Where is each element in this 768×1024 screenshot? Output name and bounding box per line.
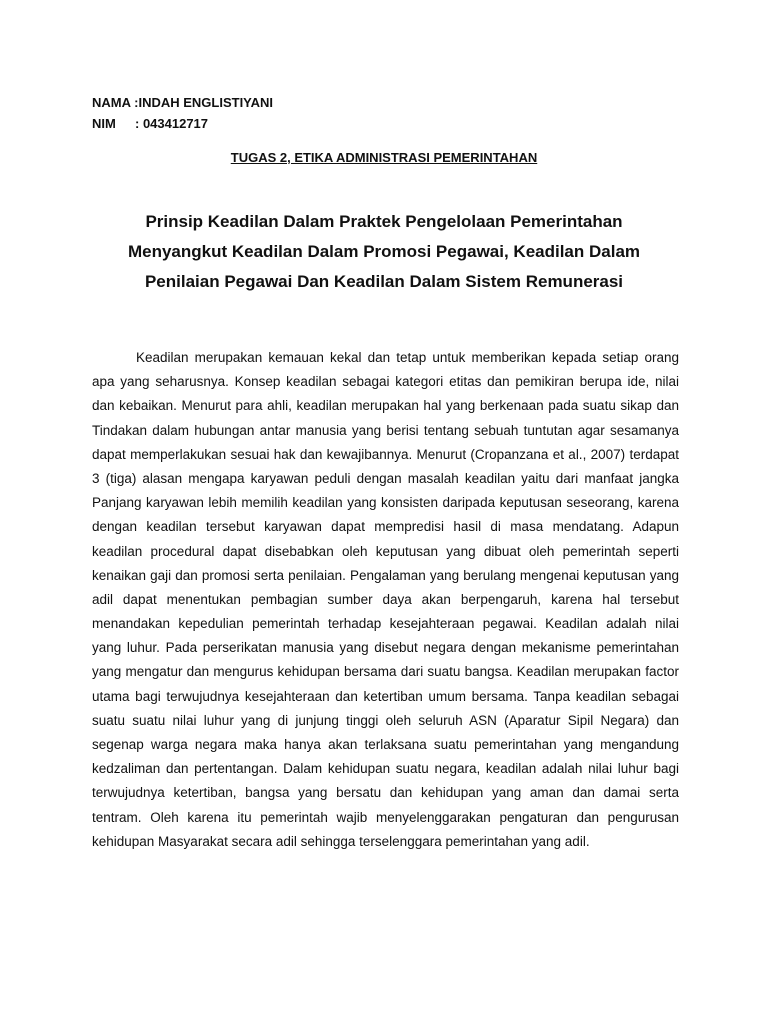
body-line: kedzaliman dan pertentangan. Dalam kehidupan suatu negara, keadilan adalah nilai luhur bagi <box>92 761 679 777</box>
body-line: Keadilan merupakan kemauan kekal dan tetap untuk memberikan kepada setiap orang <box>136 350 679 365</box>
body-line: yang luhur. Pada perserikatan manusia yang disebut negara dengan mekanisme pemerintahan <box>92 640 679 656</box>
body-line: adil dapat menentukan pembagian sumber daya akan berpengaruh, karena hal tersebut <box>92 591 679 607</box>
title-line: Menyangkut Keadilan Dalam Promosi Pegawai, Keadilan Dalam <box>127 242 641 261</box>
nim-label: NIM <box>92 116 116 131</box>
student-name: INDAH ENGLISTIYANI <box>138 95 274 110</box>
body-line: yang mengatur dan mengurus kehidupan bersama dari suatu bangsa. Keadilan merupakan factor <box>92 664 679 680</box>
assignment-subject <box>0 148 768 168</box>
body-line: apa yang seharusnya. Konsep keadilan sebagai kategori etitas dan pemikiran berupa ide, nilai <box>92 374 679 390</box>
name-label: NAMA : <box>92 95 139 110</box>
body-line: 3 (tiga) alasan mengapa karyawan peduli dengan masalah keadilan yaitu dari manfaat jangka <box>92 470 679 486</box>
body-line: dapat memperlakukan sesuai hak dan kewajibannya. Menurut (Cropanzana et al., 2007) terdapat <box>92 446 679 462</box>
essay-body <box>92 346 679 854</box>
body-line: menandakan kepedulian pemerintah terhadap kesejahteraan pegawai. Keadilan adalah nilai <box>92 616 679 632</box>
title-line: Penilaian Pegawai Dan Keadilan Dalam Sistem Remunerasi <box>144 272 624 291</box>
body-line: suatu suatu nilai luhur yang di junjung tinggi oleh seluruh ASN (Aparatur Sipil Negara) dan <box>92 712 679 728</box>
body-line: terwujudnya ketertiban, bangsa yang bersatu dan kehidupan yang aman dan damai serta <box>92 785 679 801</box>
body-line: utama bagi terwujudnya kesejahteraan dan ketertiban umum bersama. Tanpa keadilan sebagai <box>92 688 679 704</box>
assignment-subject-text: TUGAS 2, ETIKA ADMINISTRASI PEMERINTAHAN <box>230 150 538 165</box>
body-line: Tindakan dalam hubungan antar manusia yang berisi tentang sebuah tuntutan agar sesamanya <box>92 422 679 438</box>
body-line: tentram. Oleh karena itu pemerintah wajib menyelenggarakan pengaturan dan pengurusan <box>92 809 679 825</box>
essay-title <box>0 207 768 297</box>
body-line: keadilan procedural dapat disebabkan oleh keputusan yang dibuat oleh pemerintah seperti <box>92 543 679 559</box>
body-line: dengan keadilan tersebut karyawan dapat mempredisi hasil di masa mendatang. Adapun <box>92 519 679 535</box>
body-line: dan kebaikan. Menurut para ahli, keadilan merupakan hal yang berkenaan pada suatu sikap dan <box>92 398 679 414</box>
body-line: segenap warga negara maka hanya akan terlaksana suatu pemerintahan yang mengandung <box>92 737 679 752</box>
nim-row <box>92 113 273 134</box>
body-line: Panjang karyawan lebih memilih keadilan yang konsisten daripada keputusan seseorang, karena <box>92 495 679 511</box>
student-info <box>92 92 273 134</box>
body-line: kenaikan gaji dan promosi serta penilaian. Pengalaman yang berulang mengenai keputusan yang <box>92 567 679 583</box>
title-line: Prinsip Keadilan Dalam Praktek Pengelolaan Pemerintahan <box>145 212 623 231</box>
body-line: kehidupan Masyarakat secara adil sehingga terselenggara pemerintahan yang adil. <box>92 833 590 849</box>
name-row <box>92 92 273 113</box>
student-nim: : 043412717 <box>135 116 209 131</box>
